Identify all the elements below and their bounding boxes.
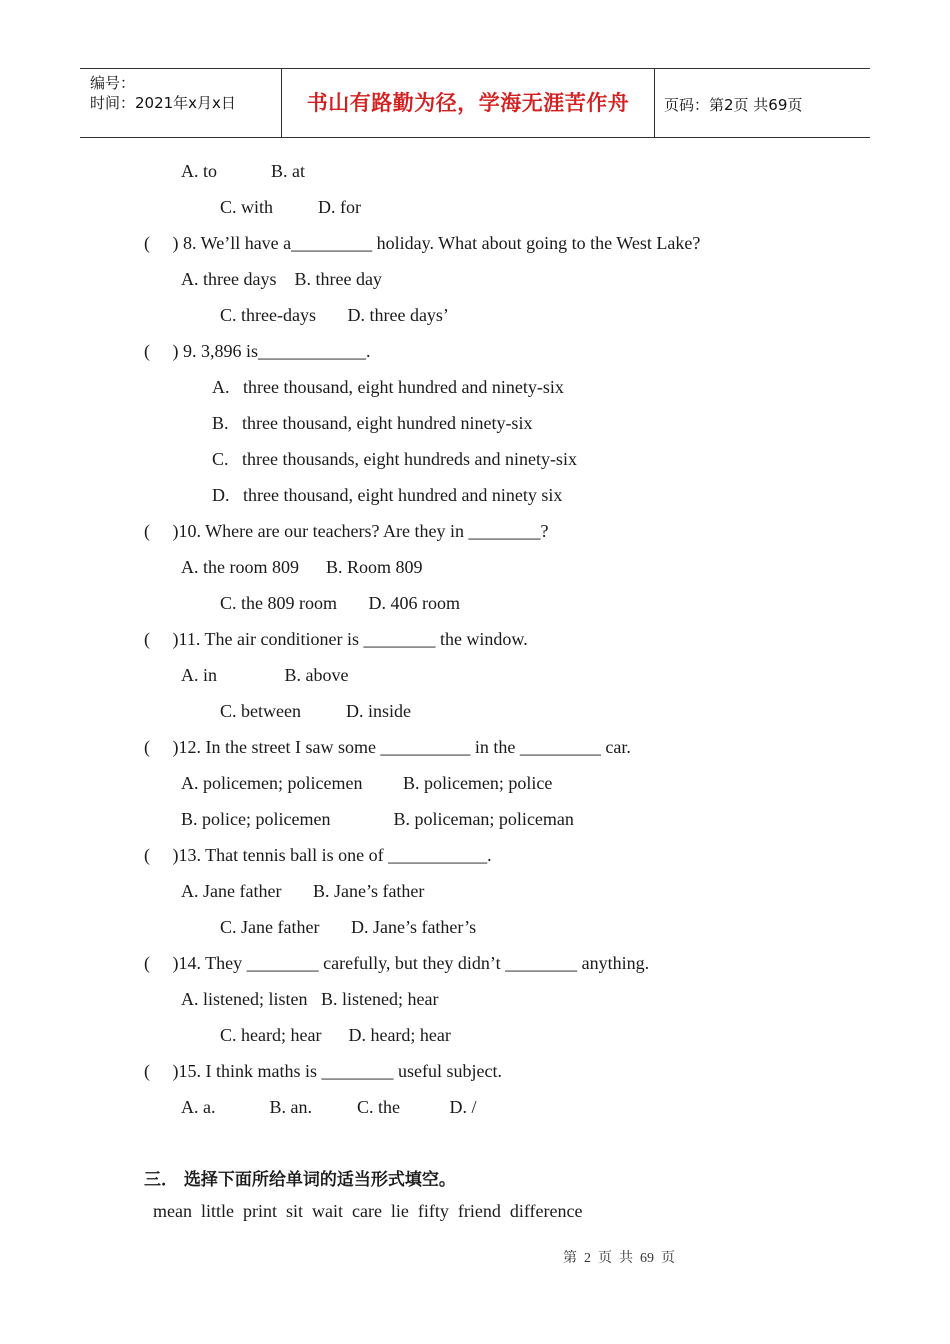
section-heading: 三． 选择下面所给单词的适当形式填空。 bbox=[144, 1170, 456, 1190]
option-line: A. the room 809 B. Room 809 bbox=[181, 557, 423, 577]
option-line: A. listened; listen B. listened; hear bbox=[181, 989, 439, 1009]
header-divider bbox=[654, 69, 655, 137]
option-line: A. in B. above bbox=[181, 665, 349, 685]
option-line: C. with D. for bbox=[220, 197, 361, 217]
option-line: A. Jane father B. Jane’s father bbox=[181, 881, 425, 901]
option-line: C. between D. inside bbox=[220, 701, 411, 721]
header-left bbox=[90, 73, 236, 113]
option-line: A. three thousand, eight hundred and ninety-six bbox=[212, 377, 564, 397]
option-line: C. heard; hear D. heard; hear bbox=[220, 1025, 451, 1045]
header-page-info: 页码：第2页 共69页 bbox=[664, 96, 803, 114]
option-line: B. three thousand, eight hundred ninety-six bbox=[212, 413, 533, 433]
option-line: A. to B. at bbox=[181, 161, 305, 181]
question-line: ( )12. In the street I saw some __________ in the _________ car. bbox=[144, 737, 631, 757]
option-line: B. police; policemen B. policeman; policeman bbox=[181, 809, 574, 829]
option-line: D. three thousand, eight hundred and ninety six bbox=[212, 485, 563, 505]
number-label: 编号： bbox=[90, 74, 136, 92]
option-line: C. Jane father D. Jane’s father’s bbox=[220, 917, 477, 937]
header-motto: 书山有路勤为径，学海无涯苦作舟 bbox=[306, 91, 630, 115]
option-line: A. a. B. an. C. the D. / bbox=[181, 1097, 477, 1117]
option-line: C. three thousands, eight hundreds and ninety-six bbox=[212, 449, 577, 469]
page-header bbox=[80, 68, 870, 138]
option-line: C. the 809 room D. 406 room bbox=[220, 593, 460, 613]
option-line: A. policemen; policemen B. policemen; police bbox=[181, 773, 553, 793]
question-line: ( ) 8. We’ll have a_________ holiday. What about going to the West Lake? bbox=[144, 233, 701, 253]
date-text: 时间：2021年x月x日 bbox=[90, 94, 236, 112]
question-line: ( )14. They ________ carefully, but they didn’t ________ anything. bbox=[144, 953, 650, 973]
question-line: ( )10. Where are our teachers? Are they in ________? bbox=[144, 521, 549, 541]
option-line: C. three-days D. three days’ bbox=[220, 305, 449, 325]
word-bank: mean little print sit wait care lie fifty friend difference bbox=[153, 1201, 583, 1221]
question-line: ( ) 9. 3,896 is____________. bbox=[144, 341, 371, 361]
question-line: ( )13. That tennis ball is one of ___________. bbox=[144, 845, 492, 865]
option-line: A. three days B. three day bbox=[181, 269, 382, 289]
question-line: ( )11. The air conditioner is ________ the window. bbox=[144, 629, 528, 649]
page-footer: 第 2 页 共 69 页 bbox=[563, 1251, 675, 1266]
question-line: ( )15. I think maths is ________ useful subject. bbox=[144, 1061, 502, 1081]
